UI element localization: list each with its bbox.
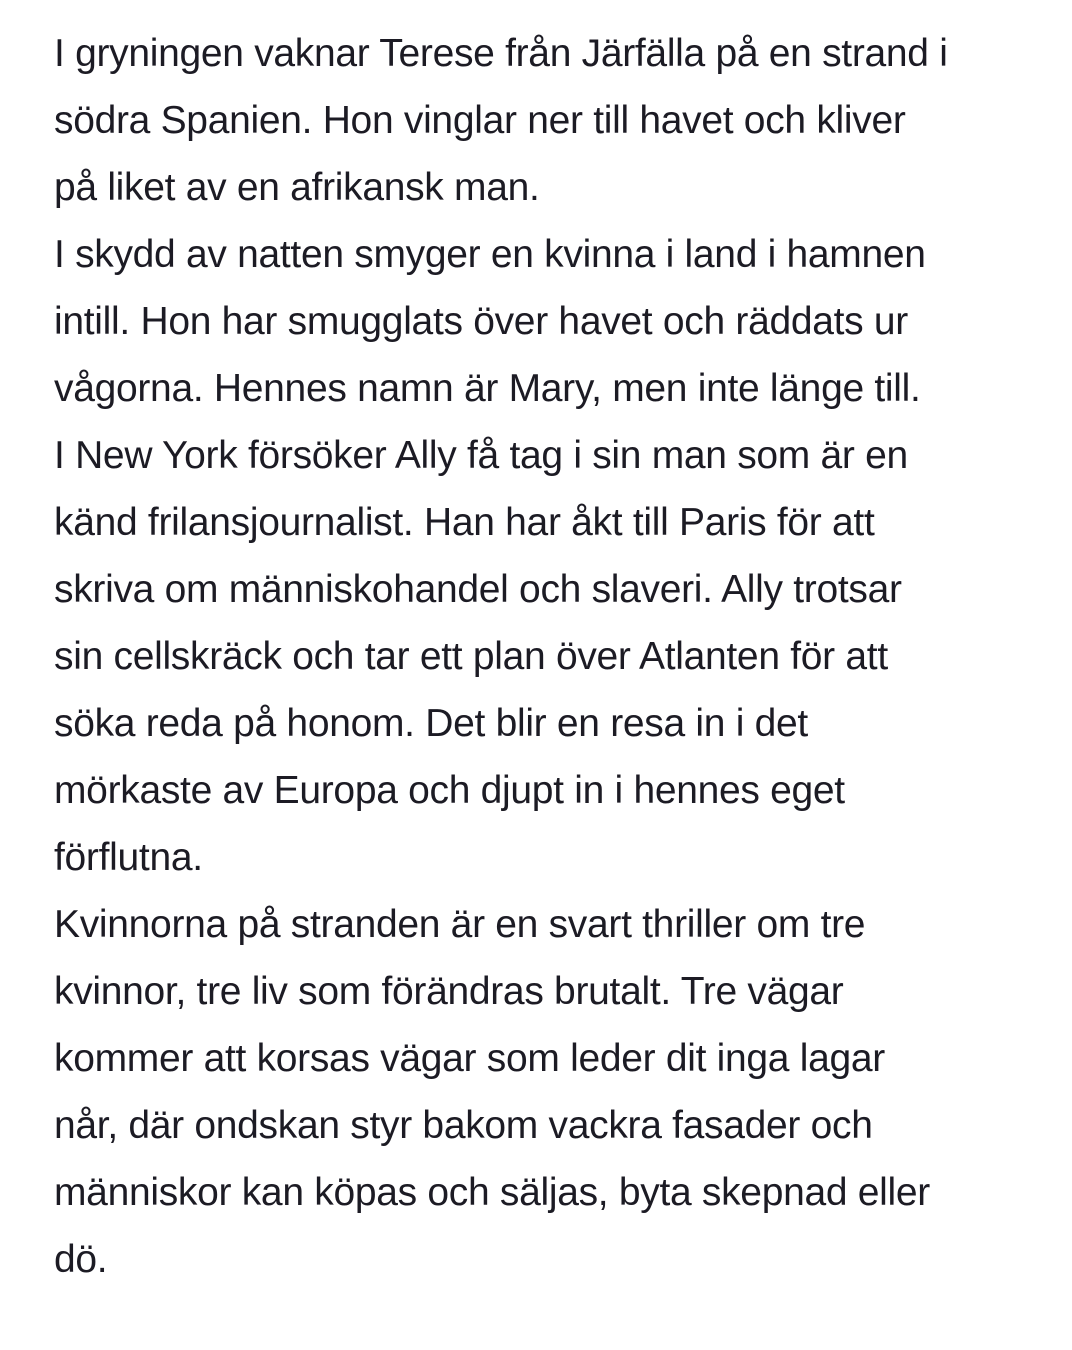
text-line: intill. Hon har smugglats över havet och räddats ur bbox=[54, 300, 908, 343]
text-line: mörkaste av Europa och djupt in i hennes eget bbox=[54, 769, 845, 812]
text-line: kommer att korsas vägar som leder dit inga lagar bbox=[54, 1037, 885, 1080]
text-line: dö. bbox=[54, 1238, 108, 1281]
text-line: människor kan köpas och säljas, byta skepnad eller bbox=[54, 1171, 930, 1214]
text-line: skriva om människohandel och slaveri. Ally trotsar bbox=[54, 568, 902, 611]
text-line: förflutna. bbox=[54, 836, 203, 879]
text-line: södra Spanien. Hon vinglar ner till havet och kliver bbox=[54, 99, 906, 142]
text-line: känd frilansjournalist. Han har åkt till Paris för att bbox=[54, 501, 875, 544]
text-line: kvinnor, tre liv som förändras brutalt. Tre vägar bbox=[54, 970, 844, 1013]
text-line: vågorna. Hennes namn är Mary, men inte länge till. bbox=[54, 367, 921, 410]
text-line: på liket av en afrikansk man. bbox=[54, 166, 540, 209]
text-line: I New York försöker Ally få tag i sin man som är en bbox=[54, 434, 908, 477]
text-line: sin cellskräck och tar ett plan över Atlanten för att bbox=[54, 635, 888, 678]
text-line: söka reda på honom. Det blir en resa in i det bbox=[54, 702, 808, 745]
text-line: når, där ondskan styr bakom vackra fasader och bbox=[54, 1104, 873, 1147]
text-line: I gryningen vaknar Terese från Järfälla på en strand i bbox=[54, 32, 948, 75]
text-line: I skydd av natten smyger en kvinna i land i hamnen bbox=[54, 233, 926, 276]
book-description bbox=[54, 20, 1054, 1293]
text-line: Kvinnorna på stranden är en svart thriller om tre bbox=[54, 903, 866, 946]
